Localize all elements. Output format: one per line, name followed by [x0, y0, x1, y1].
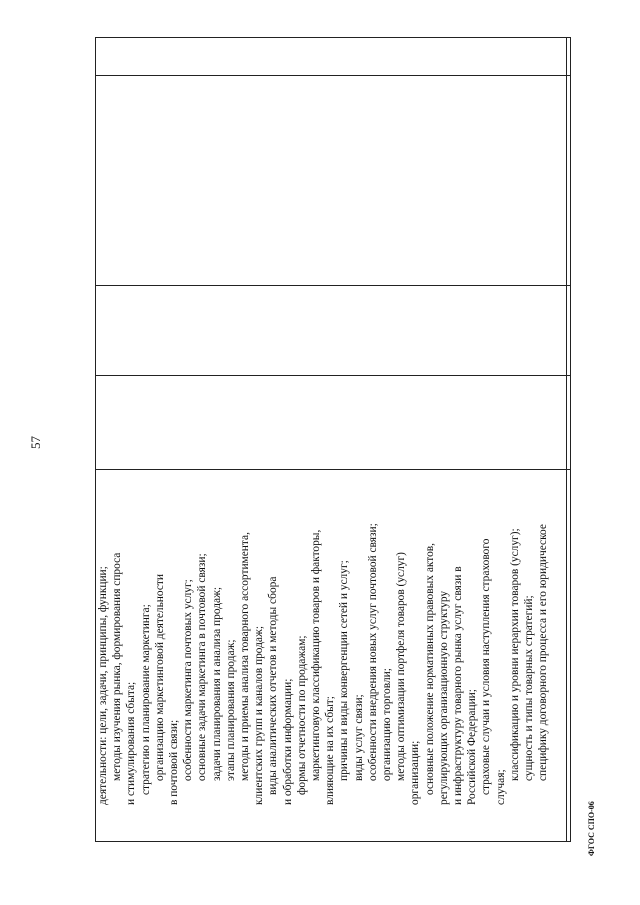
page-number: 57 [28, 436, 43, 449]
knowledge-line: организацию маркетинговой деятельности [153, 574, 166, 781]
knowledge-line: специфику договорного процесса и его юридическое [537, 524, 550, 781]
knowledge-line: регулирующих организационную структуру [437, 590, 450, 805]
knowledge-line: формы отчетности по продажам; [295, 635, 308, 795]
knowledge-line: влияющие на их сбыт; [324, 696, 337, 805]
knowledge-cell [96, 82, 566, 805]
competency-table [95, 37, 571, 842]
knowledge-line: этапы планирования продаж; [224, 639, 237, 781]
knowledge-line: методы изучения рынка, формирования спроса [111, 552, 124, 781]
knowledge-line: особенности внедрения новых услуг почтовой связи; [366, 523, 379, 781]
knowledge-line: виды услуг связи; [352, 694, 365, 781]
knowledge-line: случая; [494, 769, 507, 805]
knowledge-line: причины и виды конвергенции сетей и услуг; [338, 560, 351, 781]
knowledge-line: маркетинговую классификацию товаров и факторы, [310, 529, 323, 781]
knowledge-line: методы и приемы анализа товарного ассортимента, [239, 532, 252, 781]
knowledge-line: классификацию и уровни иерархии товаров (услуг); [508, 528, 521, 781]
knowledge-line: виды аналитических отчетов и методы сбора [267, 576, 280, 795]
knowledge-line: Российской Федерации; [466, 689, 479, 805]
table-column-divider [96, 75, 570, 76]
knowledge-line: сущность и типы товарных стратегий; [523, 595, 536, 781]
knowledge-line: организацию торговли; [381, 668, 394, 781]
knowledge-line: организации; [409, 740, 422, 805]
footer-code: ФГОС СПО-06 [587, 801, 596, 856]
knowledge-line: методы оптимизации портфеля товаров (услуг) [395, 552, 408, 781]
knowledge-line: задачи планирования и анализа продаж; [210, 586, 223, 781]
knowledge-line: основные задачи маркетинга в почтовой связи; [196, 553, 209, 781]
table-row-divider [566, 38, 567, 841]
knowledge-line: стратегию и планирование маркетинга; [139, 604, 152, 795]
knowledge-line: и обработки информации; [281, 678, 294, 805]
knowledge-line: основные положение нормативных правовых актов, [423, 542, 436, 795]
knowledge-line: в почтовой связи; [168, 719, 181, 805]
knowledge-line: и стимулирования сбыта; [125, 681, 138, 805]
knowledge-line: деятельности: цели, задачи, принципы, функции; [97, 566, 109, 805]
knowledge-line: и инфраструктуру товарного рынка услуг связи в [452, 566, 465, 805]
knowledge-line: страховые случаи и условия наступления страхового [480, 538, 493, 795]
knowledge-line: особенности маркетинга почтовых услуг; [182, 579, 195, 781]
knowledge-line: клиентских групп и каналов продаж; [253, 625, 266, 805]
